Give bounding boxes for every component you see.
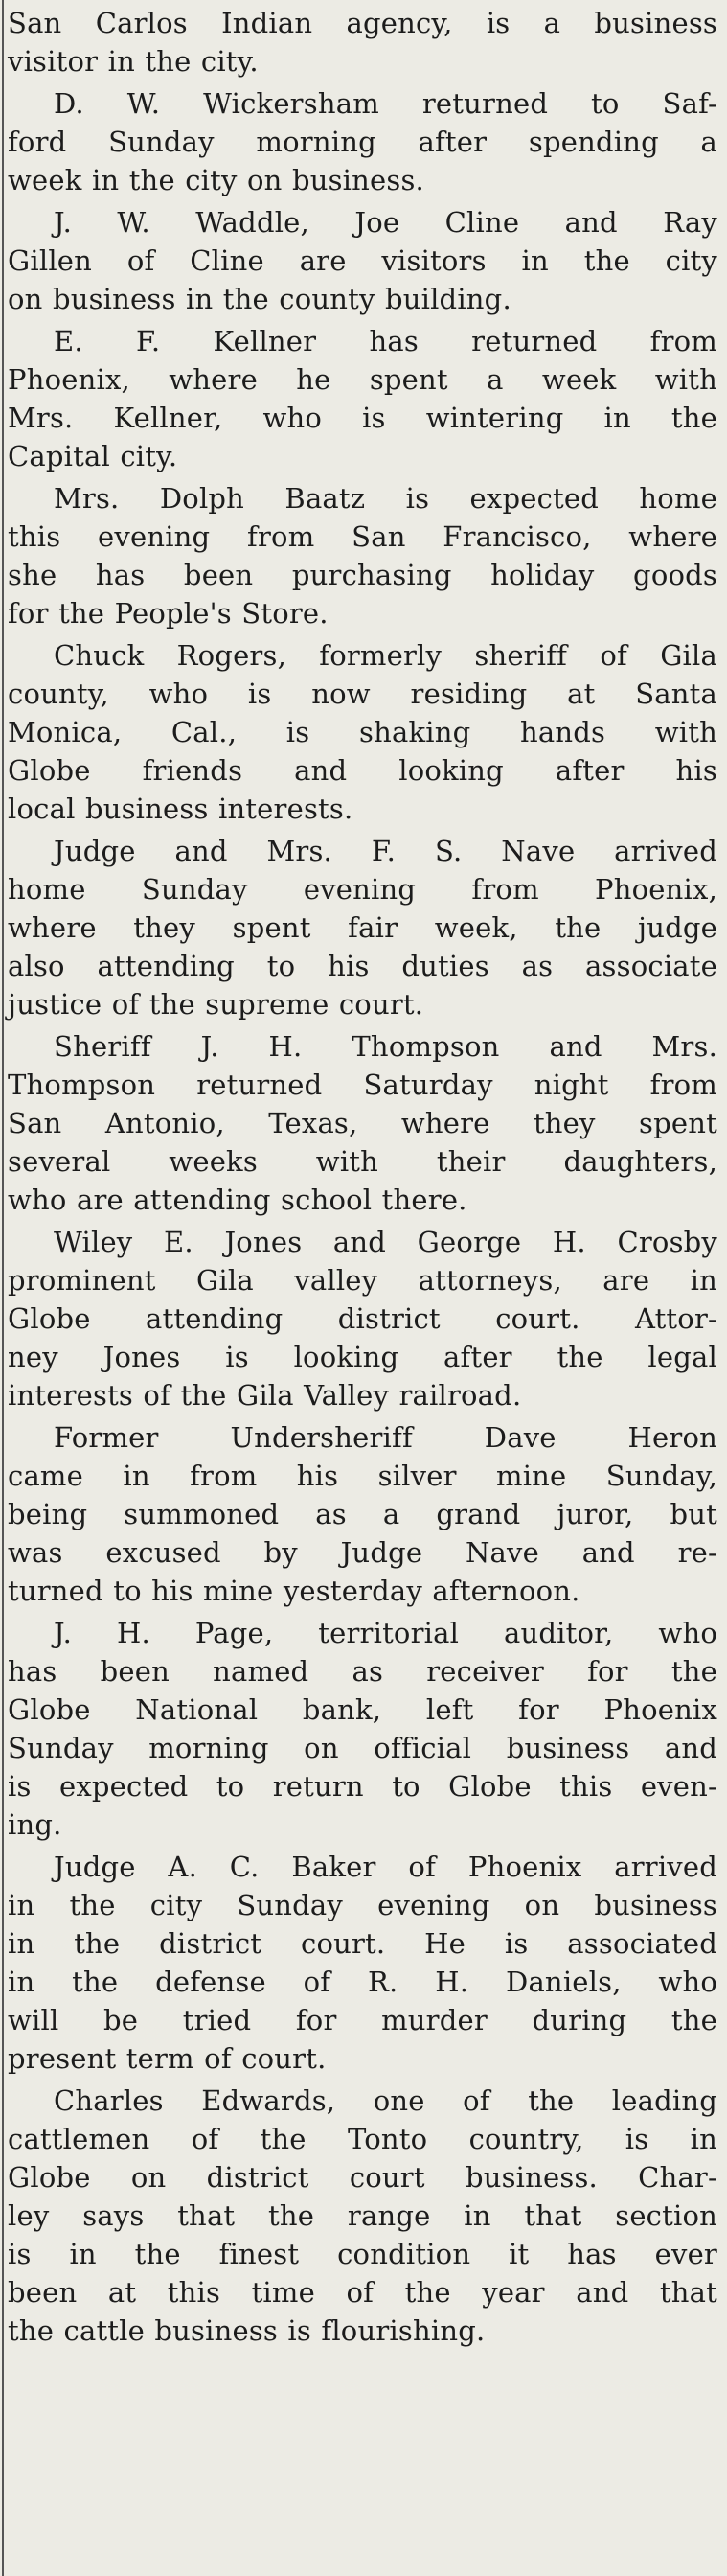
text-line: been at this time of the year and that (8, 2276, 717, 2309)
text-line: Judge A. C. Baker of Phoenix arrived (54, 1851, 717, 1883)
text-line: several weeks with their daughters, (8, 1145, 717, 1178)
text-line: this evening from San Francisco, where (8, 520, 717, 553)
text-line: will be tried for murder during the (8, 2004, 717, 2036)
news-item (8, 1418, 717, 1610)
text-line: was excused by Judge Nave and re- (8, 1536, 717, 1569)
text-line: turned to his mine yesterday afternoon. (8, 1575, 580, 1607)
text-line: Mrs. Kellner, who is wintering in the (8, 402, 717, 434)
text-line: in the district court. He is associated (8, 1927, 717, 1960)
text-line: Monica, Cal., is shaking hands with (8, 716, 717, 748)
text-line: Mrs. Dolph Baatz is expected home (54, 482, 717, 515)
text-line: being summoned as a grand juror, but (8, 1498, 717, 1530)
text-line: on business in the county building. (8, 283, 511, 315)
text-line: Wiley E. Jones and George H. Crosby (54, 1226, 717, 1258)
text-line: in the city Sunday evening on business (8, 1889, 717, 1921)
text-line: J. W. Waddle, Joe Cline and Ray (54, 206, 717, 239)
news-item (8, 322, 717, 475)
text-line: has been named as receiver for the (8, 1655, 717, 1688)
text-line: Capital city. (8, 440, 178, 472)
news-item (8, 1027, 717, 1219)
text-line: week in the city on business. (8, 164, 424, 196)
text-line: county, who is now residing at Santa (8, 678, 717, 710)
text-line: ney Jones is looking after the legal (8, 1341, 717, 1373)
news-item (8, 1223, 717, 1414)
text-line: local business interests. (8, 793, 353, 825)
text-line: is in the finest condition it has ever (8, 2238, 717, 2270)
news-item (8, 479, 717, 632)
text-line: E. F. Kellner has returned from (54, 325, 717, 357)
text-line: the cattle business is flourishing. (8, 2314, 486, 2347)
news-item (8, 84, 717, 199)
text-line: J. H. Page, territorial auditor, who (54, 1617, 717, 1649)
text-line: prominent Gila valley attorneys, are in (8, 1264, 717, 1297)
news-item (8, 203, 717, 318)
text-line: for the People's Store. (8, 597, 329, 630)
text-line: ford Sunday morning after spending a (8, 126, 717, 158)
news-item (8, 1848, 717, 2078)
text-line: Phoenix, where he spent a week with (8, 363, 717, 396)
text-line: home Sunday evening from Phoenix, (8, 873, 717, 906)
news-item (8, 2082, 717, 2350)
text-line: Chuck Rogers, formerly sheriff of Gila (54, 639, 717, 672)
text-line: Sunday morning on official business and (8, 1732, 717, 1764)
text-line: in the defense of R. H. Daniels, who (8, 1966, 717, 1998)
news-item (8, 832, 717, 1024)
text-line: who are attending school there. (8, 1184, 467, 1216)
text-line: Gillen of Cline are visitors in the city (8, 244, 717, 277)
text-line: where they spent fair week, the judge (8, 911, 717, 944)
news-item (8, 4, 717, 80)
text-line: Former Undersheriff Dave Heron (54, 1421, 717, 1454)
text-line: visitor in the city. (8, 45, 259, 78)
text-line: came in from his silver mine Sunday, (8, 1460, 717, 1492)
text-line: also attending to his duties as associate (8, 950, 717, 982)
text-line: San Carlos Indian agency, is a business (8, 7, 717, 39)
text-line: present term of court. (8, 2042, 327, 2075)
text-line: Sheriff J. H. Thompson and Mrs. (54, 1030, 717, 1063)
text-line: Globe friends and looking after his (8, 754, 717, 787)
text-line: San Antonio, Texas, where they spent (8, 1107, 717, 1139)
news-item (8, 1614, 717, 1844)
text-line: is expected to return to Globe this even- (8, 1770, 717, 1803)
text-line: ley says that the range in that section (8, 2199, 717, 2232)
text-line: Globe attending district court. Attor- (8, 1302, 717, 1335)
text-line: ing. (8, 1808, 62, 1841)
text-line: D. W. Wickersham returned to Saf- (54, 87, 717, 120)
text-line: Charles Edwards, one of the leading (54, 2084, 717, 2117)
text-line: Thompson returned Saturday night from (8, 1069, 717, 1101)
text-line: Judge and Mrs. F. S. Nave arrived (54, 835, 717, 867)
text-line: cattlemen of the Tonto country, is in (8, 2123, 717, 2155)
news-item (8, 636, 717, 828)
text-line: interests of the Gila Valley railroad. (8, 1379, 522, 1412)
text-line: she has been purchasing holiday goods (8, 559, 717, 591)
text-line: justice of the supreme court. (8, 988, 424, 1021)
text-line: Globe National bank, left for Phoenix (8, 1693, 717, 1726)
text-line: Globe on district court business. Char- (8, 2161, 717, 2194)
